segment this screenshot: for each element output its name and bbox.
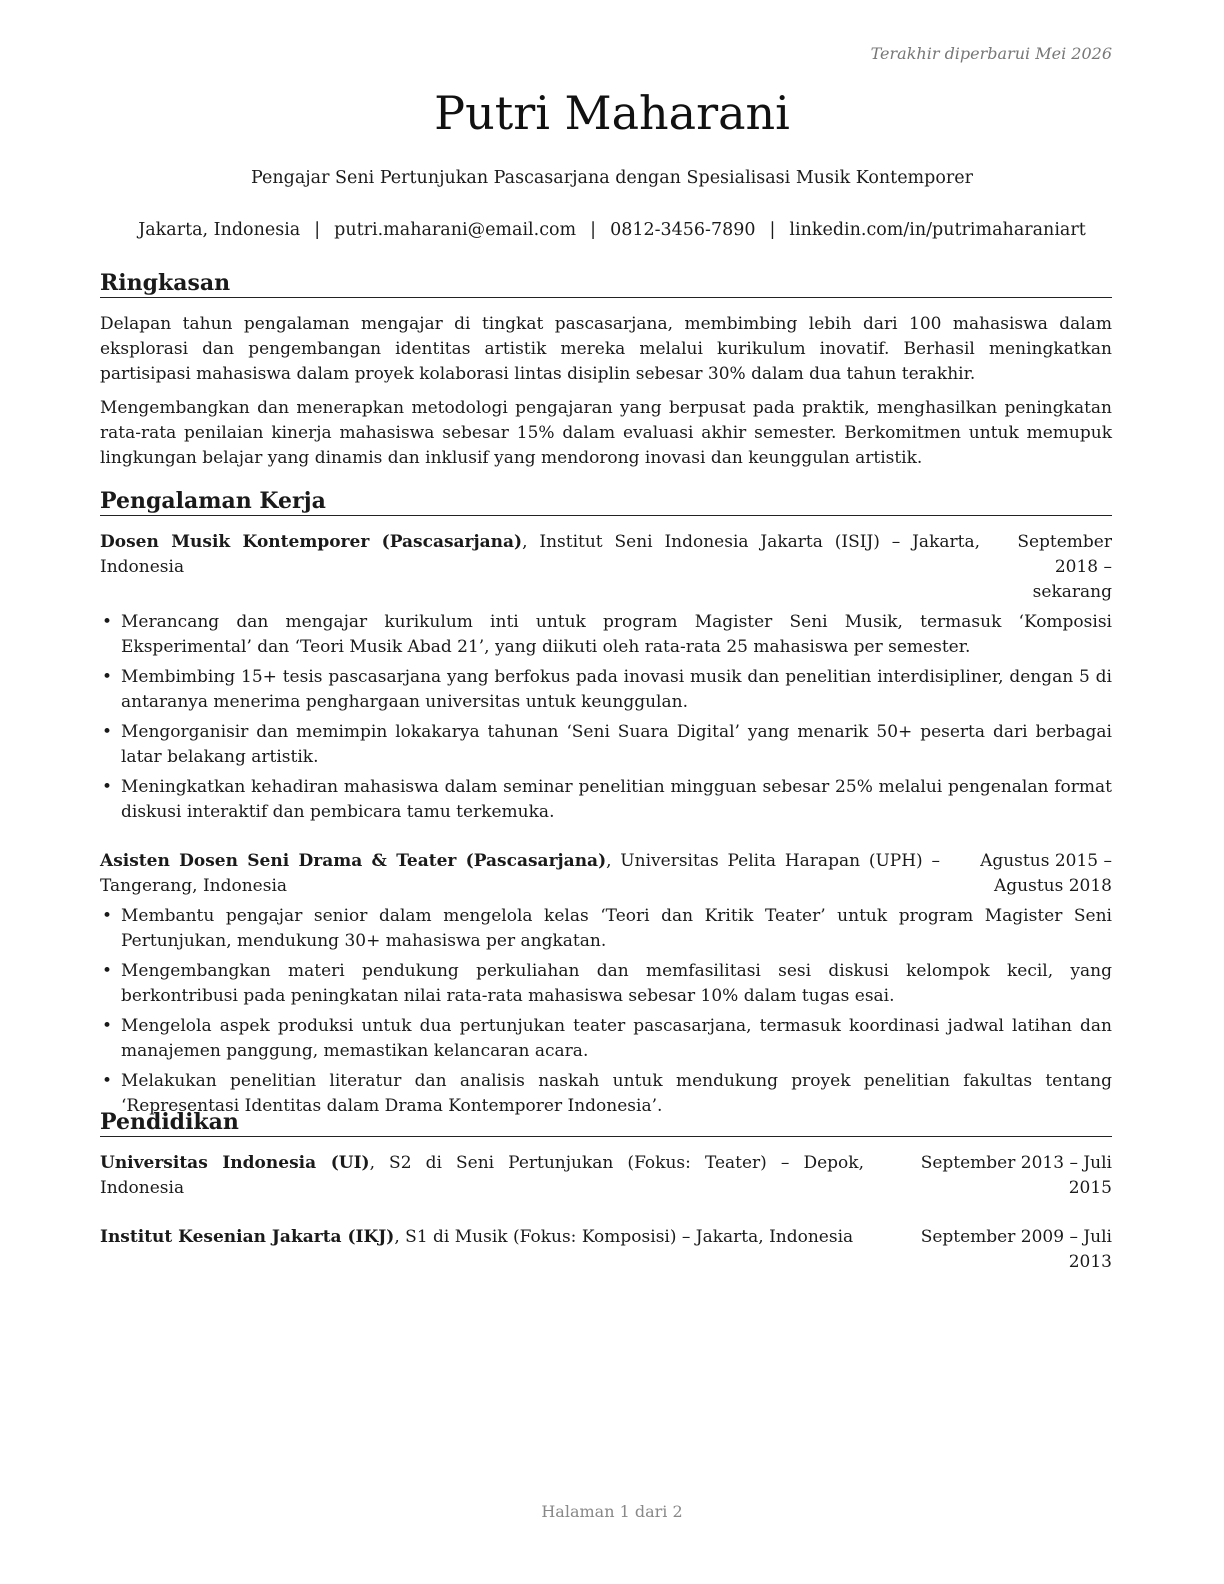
job-header [100, 530, 1112, 605]
job-dates: September 2018 – sekarang [1017, 532, 1112, 602]
education-school: Institut Kesenian Jakarta (IKJ) [100, 1227, 395, 1247]
contact-linkedin[interactable]: linkedin.com/in/putrimaharaniart [789, 220, 1086, 240]
education-dates: September 2013 – Juli 2015 [920, 1153, 1112, 1198]
list-item: • Mengembangkan materi pendukung perkuliahan dan memfasilitasi sesi diskusi kelompok kecil, yang berkontribusi pada peningkatan nilai rata-rata mahasiswa sebesar 10% dalam tugas esai. [100, 959, 1112, 1009]
contact-separator: | [590, 220, 597, 240]
education-detail: , S2 di Seni Pertunjukan (Fokus: Teater) – Depok, Indonesia [100, 1153, 864, 1198]
section-title-experience: Pengalaman Kerja [100, 488, 1112, 516]
summary-paragraph: Mengembangkan dan menerapkan metodologi pengajaran yang berpusat pada praktik, menghasilkan peningkatan rata-rata penilaian kinerja mahasiswa sebesar 15% dalam evaluasi akhir semester. Berkomitmen untuk memupuk lingkungan belajar yang dinamis dan inklusif yang mendorong inovasi dan keunggulan artistik. [100, 398, 1112, 468]
job-header [100, 849, 1112, 899]
section-title-summary: Ringkasan [100, 270, 1112, 298]
candidate-name: Putri Maharani [434, 86, 790, 140]
education-detail: , S1 di Musik (Fokus: Komposisi) – Jakarta, Indonesia [394, 1227, 854, 1247]
list-item: • Meningkatkan kehadiran mahasiswa dalam seminar penelitian mingguan sebesar 25% melalui pengenalan format diskusi interaktif dan pembicara tamu terkemuka. [100, 775, 1112, 825]
education-entry [100, 1225, 1112, 1275]
summary-paragraph: Delapan tahun pengalaman mengajar di tingkat pascasarjana, membimbing lebih dari 100 mahasiswa dalam eksplorasi dan pengembangan identitas artistik mereka melalui kurikulum inovatif. Berhasil meningkatkan partisipasi mahasiswa dalam proyek kolaborasi lintas disiplin sebesar 30% dalam dua tahun terakhir. [100, 314, 1112, 384]
contact-separator: | [769, 220, 776, 240]
list-item: • Mengorganisir dan memimpin lokakarya tahunan ‘Seni Suara Digital’ yang menarik 50+ peserta dari berbagai latar belakang artistik. [100, 720, 1112, 770]
job-dates: Agustus 2015 – Agustus 2018 [980, 851, 1112, 896]
contact-line [0, 220, 1224, 240]
job-role: Asisten Dosen Seni Drama & Teater (Pascasarjana) [100, 851, 607, 871]
page-number: Halaman 1 dari 2 [541, 1502, 683, 1521]
headline: Pengajar Seni Pertunjukan Pascasarjana dengan Spesialisasi Musik Kontemporer [251, 168, 973, 188]
job-organization: , Institut Seni Indonesia Jakarta (ISIJ) – Jakarta, Indonesia [100, 532, 981, 577]
job-entry [100, 530, 1112, 825]
contact-email[interactable]: putri.maharani@email.com [334, 220, 577, 240]
education-dates: September 2009 – Juli 2013 [920, 1227, 1112, 1272]
list-item: • Melakukan penelitian literatur dan analisis naskah untuk mendukung proyek penelitian fakultas tentang ‘Representasi Identitas dalam Drama Kontemporer Indonesia’. [100, 1069, 1112, 1119]
section-title-education: Pendidikan [100, 1109, 1112, 1137]
job-bullets [100, 904, 1112, 1119]
job-organization: , Universitas Pelita Harapan (UPH) – Tangerang, Indonesia [100, 851, 940, 896]
job-entry [100, 849, 1112, 1119]
contact-phone[interactable]: 0812-3456-7890 [610, 220, 756, 240]
job-role: Dosen Musik Kontemporer (Pascasarjana) [100, 532, 523, 552]
summary-section [100, 270, 1112, 471]
education-school: Universitas Indonesia (UI) [100, 1153, 370, 1173]
list-item: • Membantu pengajar senior dalam mengelola kelas ‘Teori dan Kritik Teater’ untuk program Magister Seni Pertunjukan, mendukung 30+ mahasiswa per angkatan. [100, 904, 1112, 954]
last-updated-note: Terakhir diperbarui Mei 2026 [870, 44, 1112, 63]
job-bullets [100, 610, 1112, 825]
education-section [100, 1109, 1112, 1275]
list-item: • Membimbing 15+ tesis pascasarjana yang berfokus pada inovasi musik dan penelitian interdisipliner, dengan 5 di antaranya menerima penghargaan universitas untuk keunggulan. [100, 665, 1112, 715]
experience-section [100, 488, 1112, 1119]
contact-location: Jakarta, Indonesia [138, 220, 301, 240]
contact-separator: | [314, 220, 321, 240]
education-entry [100, 1151, 1112, 1201]
list-item: • Mengelola aspek produksi untuk dua pertunjukan teater pascasarjana, termasuk koordinasi jadwal latihan dan manajemen panggung, memastikan kelancaran acara. [100, 1014, 1112, 1064]
list-item: • Merancang dan mengajar kurikulum inti untuk program Magister Seni Musik, termasuk ‘Komposisi Eksperimental’ dan ‘Teori Musik Abad 21’, yang diikuti oleh rata-rata 25 mahasiswa per semester. [100, 610, 1112, 660]
